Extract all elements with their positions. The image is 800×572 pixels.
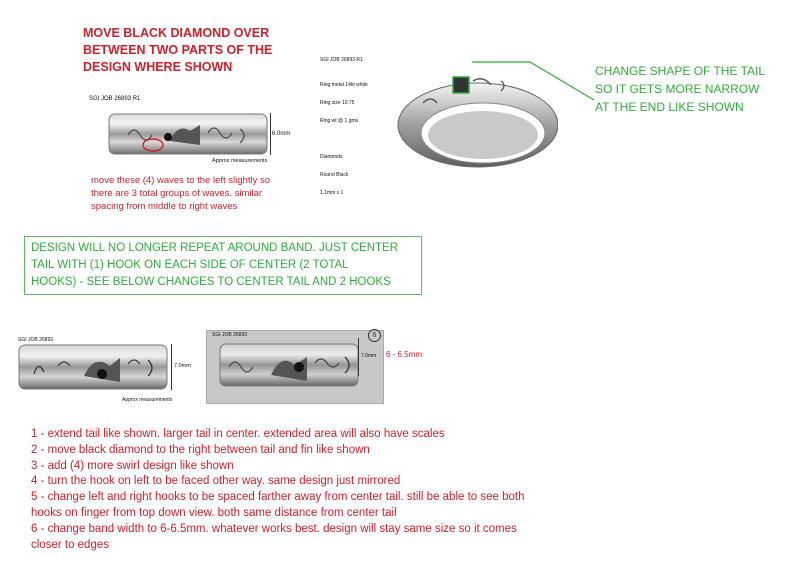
list-item: hooks on finger from top down view. both same distance from center tail: [31, 506, 397, 519]
job-label: SGI JOB 26893: [18, 337, 54, 343]
dimension-line: [270, 113, 271, 155]
ring-render-flat-top: [108, 113, 268, 155]
ring-render-flat-bottom: [18, 344, 168, 390]
ring-illustration: [108, 113, 268, 155]
spec-line: Ring size 10.75: [320, 100, 355, 106]
note-line: DESIGN WHERE SHOWN: [83, 60, 233, 74]
list-item: 2 - move black diamond to the right between tail and fin like shown: [31, 443, 370, 456]
width-label: 6.0mm: [272, 131, 291, 137]
list-item: closer to edges: [31, 538, 109, 551]
spec-line: [320, 136, 368, 142]
width-label: 7.0mm: [174, 363, 191, 369]
list-item: 4 - turn the hook on left to be faced other way. same design just mirrored: [31, 475, 401, 488]
spec-line: 1.1mm x 1: [320, 190, 344, 196]
note-line: spacing from middle to right waves: [91, 201, 238, 212]
tail-shape-note: [595, 62, 765, 116]
note-line: TAIL WITH (1) HOOK ON EACH SIDE OF CENTER (2 TOTAL: [31, 259, 349, 271]
note-line: HOOKS) - SEE BELOW CHANGES TO CENTER TAIL AND 2 HOOKS: [31, 276, 391, 288]
spec-line: Round Black: [320, 172, 349, 178]
spec-block: [320, 70, 368, 202]
spec-line: Ring wt @ 1 gms: [320, 118, 359, 124]
spec-line: Ring metal 14kt white: [320, 82, 368, 88]
note-line: DESIGN WILL NO LONGER REPEAT AROUND BAND. JUST CENTER: [31, 242, 399, 254]
width-label: 7.0mm: [361, 353, 377, 359]
note-line: SO IT GETS MORE NARROW: [595, 82, 760, 96]
waves-note: [91, 174, 270, 213]
dimension-line: [171, 344, 172, 390]
design-change-box: [24, 236, 422, 295]
spec-line: Diamonds: [320, 154, 343, 160]
job-label: SGI JOB 26893 R1: [89, 96, 141, 102]
ring-illustration: [219, 343, 359, 387]
change-list: [31, 427, 525, 553]
band-width-label: 6 - 6.5mm: [386, 350, 423, 359]
callout-arrow: [470, 60, 600, 120]
list-item: 1 - extend tail like shown. larger tail in center. extended area will also have scales: [31, 428, 445, 440]
dimension-line: [358, 338, 359, 376]
job-label: SGI JOB 26893: [212, 332, 248, 338]
note-line: CHANGE SHAPE OF THE TAIL: [595, 64, 766, 78]
list-item: 6 - change band width to 6-6.5mm. whatever works best. design will stay same size so it comes: [31, 522, 517, 535]
ring-illustration: [18, 344, 168, 390]
callout-circle: 6: [368, 329, 381, 342]
note-line: MOVE BLACK DIAMOND OVER: [83, 26, 270, 40]
spec-job-label: SGI JOB 26893 R1: [320, 57, 363, 63]
note-line: move these (4) waves to the left slightly so: [91, 175, 270, 186]
list-item: 3 - add (4) more swirl design like shown: [31, 459, 234, 472]
approx-label: Approx measurements: [212, 158, 268, 164]
list-item: 5 - change left and right hooks to be spaced farther away from center tail. still be able to see both: [31, 491, 525, 504]
approx-label: Approx measurements: [122, 397, 173, 403]
diamond-move-note: [83, 25, 272, 76]
note-line: there are 3 total groups of waves. similar: [91, 188, 263, 199]
note-line: AT THE END LIKE SHOWN: [595, 100, 744, 114]
note-line: BETWEEN TWO PARTS OF THE: [83, 43, 273, 57]
